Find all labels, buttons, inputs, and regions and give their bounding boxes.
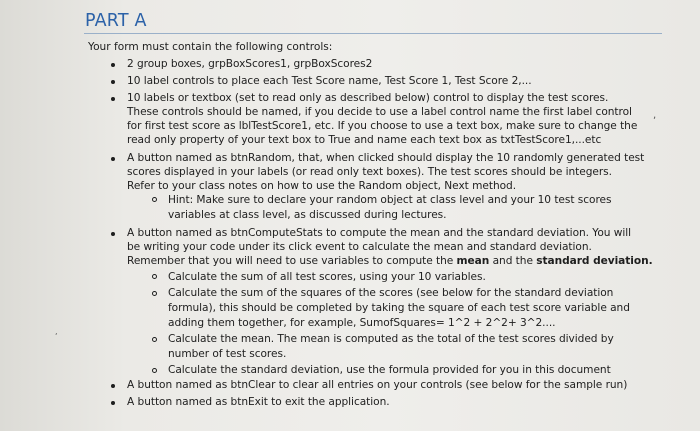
emphasis-prefix: Remember that you will need to use variables to compute the (127, 255, 457, 267)
sub-list-item: Calculate the sum of all test scores, using your 10 variables. (168, 271, 486, 283)
sub-bullet-icon (152, 291, 157, 296)
list-item: A button named as btnRandom, that, when clicked should display the 10 randomly generated test (127, 152, 645, 164)
bullet-icon (111, 80, 115, 84)
list-item-continuation: These controls should be named, if you decide to use a label control name the first label control (127, 106, 632, 118)
intro-text: Your form must contain the following controls: (88, 41, 333, 53)
part-heading: PART A (85, 11, 147, 31)
bullet-icon (111, 232, 115, 236)
emphasis-mid: and the (489, 255, 537, 267)
list-item-continuation: be writing your code under its click event to calculate the mean and standard deviation. (127, 241, 592, 253)
bullet-icon (111, 384, 115, 388)
stray-mark: , (55, 327, 58, 336)
list-item-continuation: scores displayed in your labels (or read only text boxes). The test scores should be integers. (127, 166, 612, 178)
list-item-continuation (127, 254, 653, 268)
sub-list-item-continuation: variables at class level, as discussed during lectures. (168, 209, 447, 221)
sub-list-item-continuation: number of test scores. (168, 348, 287, 360)
heading-rule (84, 33, 662, 34)
bullet-icon (111, 97, 115, 101)
list-item-continuation: read only property of your text box to True and name each text box as txtTestScore1,...etc (127, 134, 602, 146)
sub-list-item: Calculate the sum of the squares of the scores (see below for the standard deviation (168, 287, 614, 299)
list-item-continuation: Refer to your class notes on how to use the Random object, Next method. (127, 180, 517, 192)
sub-bullet-icon (152, 337, 157, 342)
sub-bullet-icon (152, 197, 157, 202)
list-item: 2 group boxes, grpBoxScores1, grpBoxScores2 (127, 58, 373, 70)
list-item: 10 labels or textbox (set to read only as described below) control to display the test scores. (127, 92, 609, 104)
sub-list-item: Calculate the standard deviation, use the formula provided for you in this document (168, 364, 611, 376)
list-item: A button named as btnExit to exit the application. (127, 396, 390, 408)
list-item-continuation: for first test score as lblTestScore1, etc. If you choose to use a text box, make sure to change the (127, 120, 638, 132)
list-item: A button named as btnClear to clear all entries on your controls (see below for the sample run) (127, 379, 628, 391)
emphasis-std: standard deviation. (536, 255, 653, 267)
emphasis-mean: mean (456, 255, 490, 267)
sub-list-item-continuation: adding them together, for example, SumofSquares= 1^2 + 2^2+ 3^2.... (168, 317, 556, 329)
bullet-icon (111, 157, 115, 161)
sub-bullet-icon (152, 368, 157, 373)
sub-list-item-continuation: formula), this should be completed by taking the square of each test score variable and (168, 302, 630, 314)
sub-bullet-icon (152, 274, 157, 279)
bullet-icon (111, 63, 115, 67)
bullet-icon (111, 401, 115, 405)
list-item: A button named as btnComputeStats to compute the mean and the standard deviation. You will (127, 227, 632, 239)
list-item: 10 label controls to place each Test Score name, Test Score 1, Test Score 2,... (127, 75, 532, 87)
stray-mark: , (653, 110, 657, 121)
sub-list-item: Calculate the mean. The mean is computed as the total of the test scores divided by (168, 333, 614, 345)
sub-list-item: Hint: Make sure to declare your random object at class level and your 10 test scores (168, 194, 612, 206)
